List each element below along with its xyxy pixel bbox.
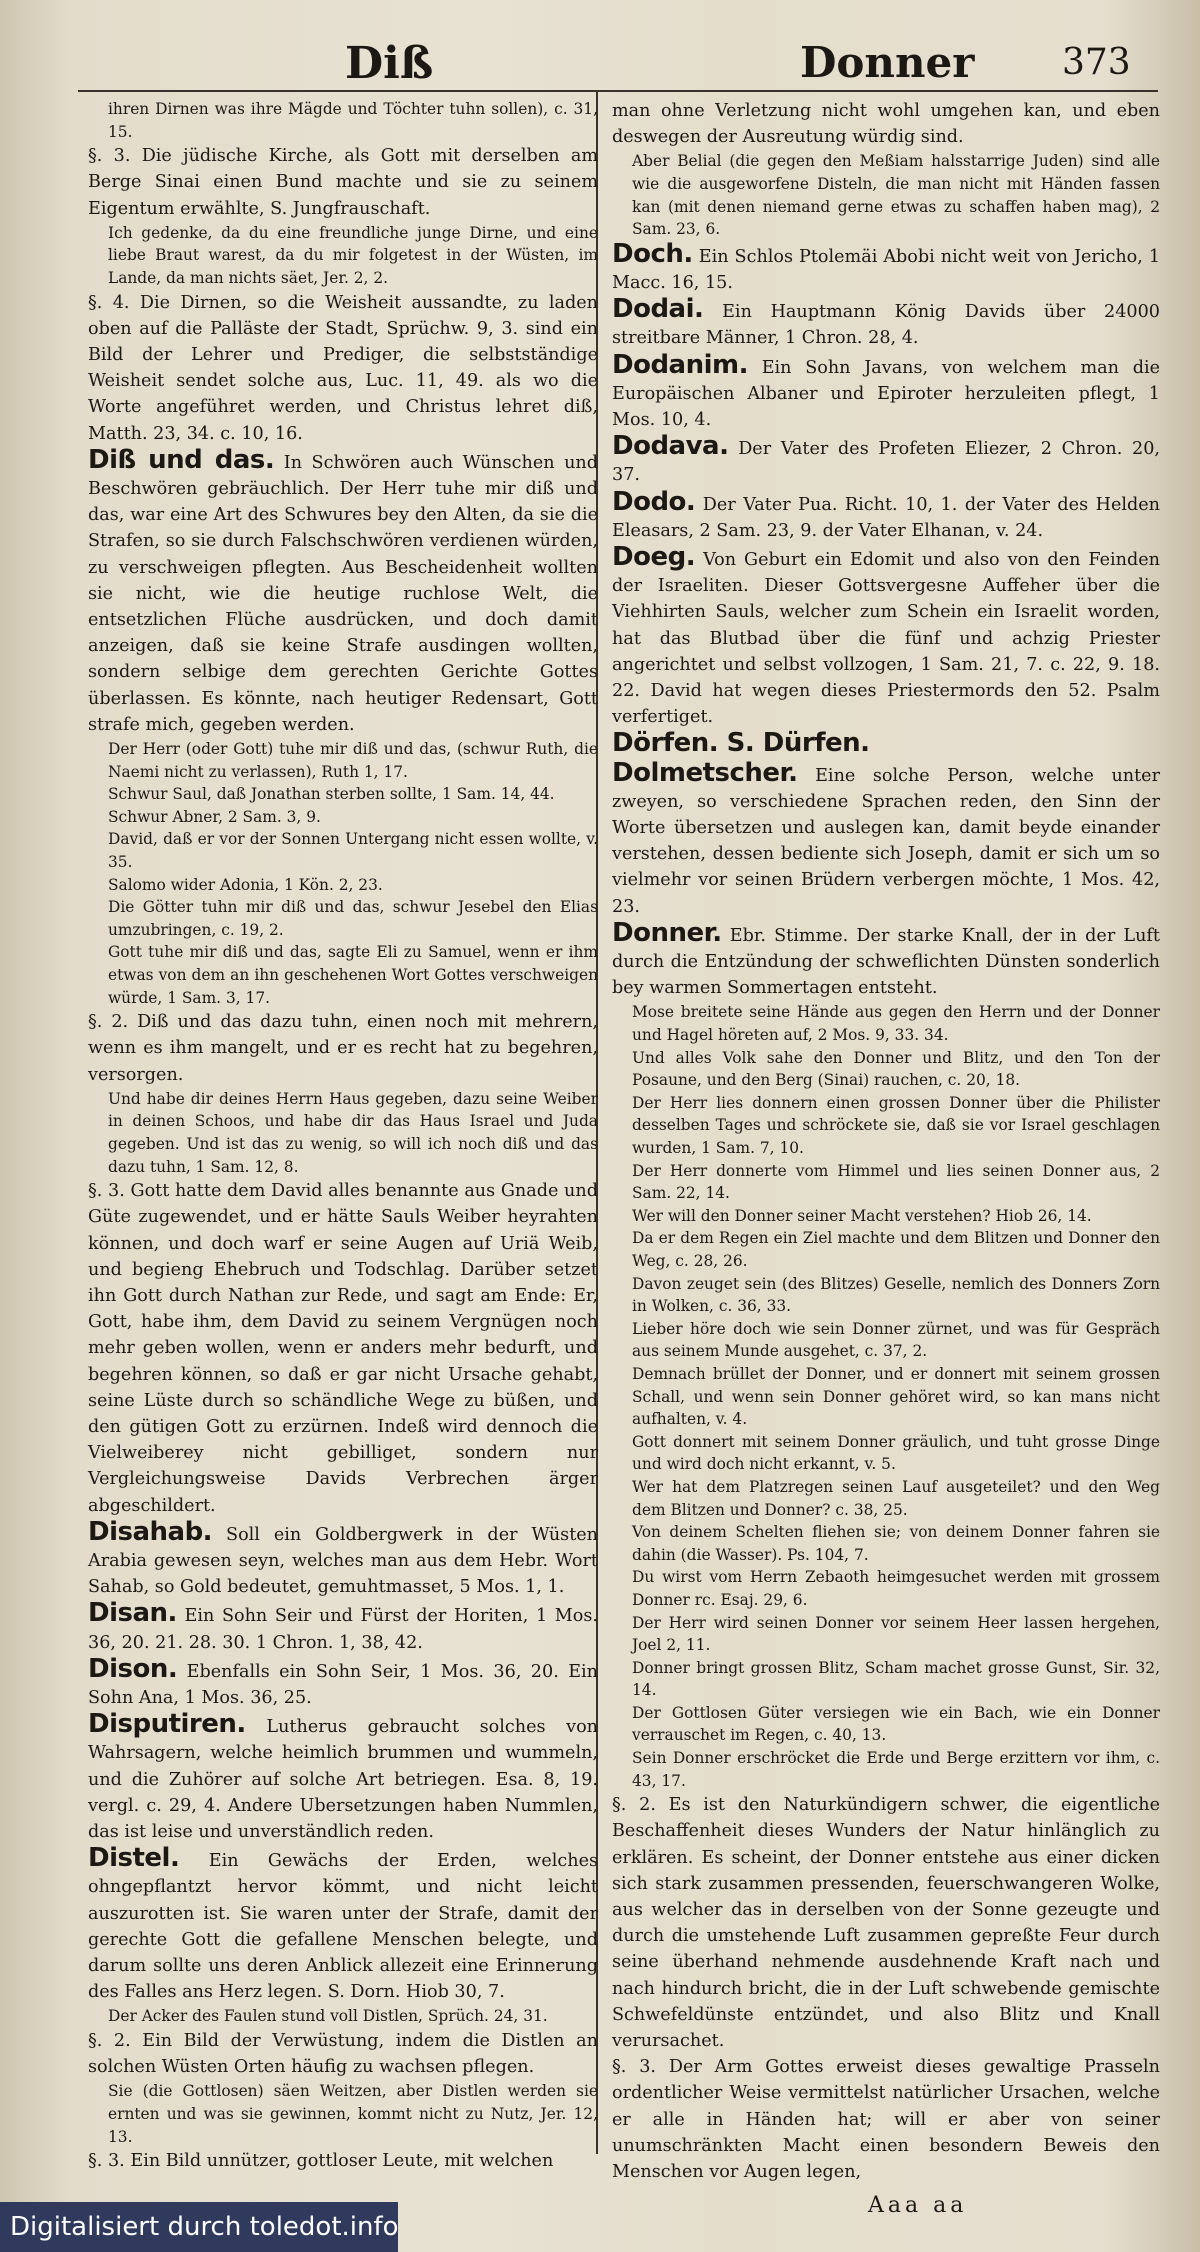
bible-quote: Die Götter tuhn mir diß und das, schwur Jesebel den Elias umzubringen, c. 19, 2. [108, 898, 598, 939]
page-header [0, 38, 1200, 98]
entry-headword: Dodanim. [612, 349, 748, 380]
entry-text: Der Vater Pua. Richt. 10, 1. der Vater des Helden Eleasars, 2 Sam. 23, 9. der Vater Elhanan, v. 24. [612, 494, 1161, 541]
entry-headword: Disputiren. [88, 1709, 246, 1740]
entry-text: Ein Schlos Ptolemäi Abobi nicht weit von Jericho, 1 Macc. 16, 15. [612, 246, 1161, 293]
entry-headword: Doeg. [612, 542, 696, 573]
entry-text: Von Geburt ein Edomit und also von den Feinden der Israeliten. Dieser Gottsvergesne Auffeher über die Viehhirten Sauls, welcher zum Schein ein Israelit worden, hat das Blutbad über die fünf und achzig Priester angerichtet und selbst vollzogen, 1 Sam. 21, 7. c. 22, 9. 18. 22. David hat wegen dieses Priestermords den 52. Psalm verfertiget. [612, 550, 1160, 728]
digitization-watermark: Digitalisiert durch toledot.info [0, 2202, 398, 2252]
bible-quote: Mose breitete seine Hände aus gegen den Herrn und der Donner und Hagel höreten auf, 2 Mos. 9, 33. 34. [632, 1003, 1160, 1045]
dictionary-entry [612, 544, 1160, 730]
dictionary-entry [88, 1516, 599, 1601]
bible-quote: Ich gedenke, da du eine freundliche junge Dirne, und eine liebe Braut warest, da du mir folgetest in der Wüsten, im Lande, da man nichts säet, Jer. 2, 2. [108, 223, 598, 287]
paragraph: §. 2. Diß und das dazu tuhn, einen noch mit mehrern, wenn es ihm mangelt, und er es recht hat zu begehren, versorgen. [88, 1012, 598, 1085]
entry-headword: Dörfen. S. Dürfen. [612, 728, 870, 759]
entry-headword: Doch. [612, 238, 693, 269]
bible-quote: Da er dem Regen ein Ziel machte und dem Blitzen und Donner den Weg, c. 28, 26. [632, 1229, 1160, 1270]
bible-quote: Lieber höre doch wie sein Donner zürnet, und was für Gespräch aus seinem Munde ausgehet, c. 37, 2. [632, 1319, 1160, 1361]
bible-quote: Von deinem Schelten fliehen sie; von deinem Donner fahren sie dahin (die Wasser). Ps. 104, 7. [632, 1523, 1160, 1564]
entry-text: In Schwören auch Wünschen und Beschwören gebräuchlich. Der Herr tuhe mir diß und das, war eine Art des Schwures bey den Alten, da sie die Strafen, so sie durch Falschschwören verdienen würden, zu verschweigen pflegten. Aus Bescheidenheit wollten sie nicht, wie die heutige ruchlose Welt, die entsetzlichen Flüche ausdrücken, und doch damit anzeigen, daß sie keine Strafe ausdingen wollten, sondern selbige dem gerechten Gerichte Gottes überlassen. Es könnte, nach heutiger Redensart, Gott strafe mich, gegeben werden. [88, 452, 598, 735]
bible-quote: Gott donnert mit seinem Donner gräulich, und tuht grosse Dinge und wird doch nicht erkannt, v. 5. [632, 1432, 1160, 1474]
bible-quote: Wer will den Donner seiner Macht verstehen? Hiob 26, 14. [632, 1206, 1092, 1225]
paragraph: man ohne Verletzung nicht wohl umgehen kan, und eben deswegen der Ausreutung würdig sind. [612, 101, 1160, 148]
entry-headword: Dison. [88, 1653, 178, 1684]
entry-headword: Diß und das. [88, 444, 275, 475]
bible-quote: David, daß er vor der Sonnen Untergang nicht essen wollte, v. 35. [108, 830, 598, 871]
bible-quote: Schwur Saul, daß Jonathan sterben sollte, 1 Sam. 14, 44. [108, 785, 555, 804]
entry-text: Ein Gewächs der Erden, welches ohngepflantzt hervor kömmt, und nicht leicht auszurotten ist. Sie waren unter der Strafe, damit der gerechte Gott die gefallene Menschen belegte, und darum sollte uns deren Anblick allezeit eine Erinnerung des Falles ans Herz legen. S. Dorn. Hiob 30, 7. [88, 1851, 599, 2003]
bible-quote: Wer hat dem Platzregen seinen Lauf ausgeteilet? und den Weg dem Blitzen und Donner? c. 38, 25. [632, 1477, 1160, 1519]
page-number: 373 [1062, 42, 1131, 83]
bible-quote: Sie (die Gottlosen) säen Weitzen, aber Distlen werden sie ernten und was sie gewinnen, kommt nicht zu Nutz, Jer. 12, 13. [108, 2082, 598, 2146]
entry-text: Ein Hauptmann König Davids über 24000 streitbare Männer, 1 Chron. 28, 4. [612, 302, 1161, 349]
bible-quote: Du wirst vom Herrn Zebaoth heimgesuchet werden mit grossem Donner rc. Esaj. 29, 6. [632, 1568, 1160, 1609]
entry-text: Ein Sohn Javans, von welchem man die Europäischen Albaner und Epiroter herzuleiten pflegt, 1 Mos. 10, 4. [612, 357, 1160, 430]
entry-text: Ein Sohn Seir und Fürst der Horiten, 1 Mos. 36, 20. 21. 28. 30. 1 Chron. 1, 38, 42. [88, 1606, 598, 1653]
dictionary-entry [88, 1653, 598, 1711]
bible-quote: Der Gottlosen Güter versiegen wie ein Bach, wie ein Donner verrauschet im Regen, c. 40, 13. [632, 1703, 1160, 1745]
paragraph: §. 3. Der Arm Gottes erweist dieses gewaltige Prasseln ordentlicher Weise vermittelst natürlicher Ursachen, welche er alle in Händen hat; will er aber von seiner unumschränkten Macht einen besondern Beweis den Menschen vor Augen legen, [612, 2057, 1160, 2183]
running-head-left: Diß [345, 38, 434, 89]
bible-quote: Der Herr wird seinen Donner vor seinem Heer lassen hergehen, Joel 2, 11. [632, 1613, 1160, 1655]
dictionary-entry [612, 730, 1160, 759]
bible-quote: Und alles Volk sahe den Donner und Blitz, und den Ton der Posaune, und den Berg (Sinai) rauchen, c. 20, 18. [632, 1048, 1160, 1090]
dictionary-entry [612, 917, 1161, 1002]
entry-headword: Dodo. [612, 486, 696, 517]
dictionary-entry [612, 238, 1161, 296]
entry-headword: Disan. [88, 1598, 177, 1629]
paragraph: §. 3. Gott hatte dem David alles benannte aus Gnade und Güte zugewendet, und er hätte Sauls Weiber heyrahten können, und doch warf er seine Augen auf Uriä Weib, und begieng Ehebruch und Todschlag. Darüber setzet ihn Gott durch Nathan zur Rede, und sagt am Ende: Er, Gott, habe ihm, dem David zu seinem Vergnügen noch mehr geben wollen, wenn er anders mehr bedurft, und begehren können, so daß er gar nicht Ursache gehabt, seine Lüste durch so schändliche Wege zu büßen, und den gütigen Gott zu erzürnen. Indeß wird dennoch die Vielweiberey nicht gebilliget, sondern nur Vergleichungsweise Davids Verbrechen ärger abgeschildert. [88, 1181, 598, 1516]
entry-headword: Donner. [612, 917, 722, 948]
bible-quote: Demnach brüllet der Donner, und er donnert mit seinem grossen Schall, und wenn sein Donner gehöret wird, so kan mans nicht aufhalten, v. 4. [632, 1364, 1160, 1429]
entry-text: Soll ein Goldbergwerk in der Wüsten Arabia gewesen seyn, welches man aus dem Hebr. Wort Sahab, so Gold bedeutet, gemuhtmasset, 5 Mos. 1, 1. [88, 1524, 599, 1598]
entry-text: Ebr. Stimme. Der starke Knall, der in der Luft durch die Entzündung der schweflichten Dünsten sonderlich bey warmen Sommertagen entsteht. [612, 925, 1161, 999]
bible-quote: Davon zeuget sein (des Blitzes) Geselle, nemlich des Donners Zorn in Wolken, c. 36, 33. [632, 1274, 1160, 1316]
dictionary-entry [88, 1600, 598, 1655]
header-rule [78, 90, 1158, 92]
bible-quote: Der Herr donnerte vom Himmel und lies seinen Donner aus, 2 Sam. 22, 14. [632, 1161, 1160, 1203]
dictionary-entry [612, 349, 1160, 434]
entry-text: Eine solche Person, welche unter zweyen, so verschiedene Sprachen reden, den Sinn der Worte übersetzen und auslegen kan, damit beyde einander verstehen, dessen bediente sich Joseph, damit er sich um so vielmehr vor seinen Brüdern verbergen möchte, 1 Mos. 42, 23. [612, 765, 1160, 917]
right-column [612, 98, 1160, 2185]
dictionary-entry [612, 296, 1160, 351]
dictionary-entry [88, 444, 598, 738]
dictionary-entry [88, 1711, 598, 1845]
paragraph: §. 3. Ein Bild unnützer, gottloser Leute, mit welchen [88, 2151, 554, 2172]
entry-text: Lutherus gebraucht solches von Wahrsagern, welche heimlich brummen und wummeln, und die Zuhörer auf solche Art betriegen. Esa. 8, 19. vergl. c. 29, 4. Andere Ubersetzungen haben Nummlen, das ist leise und unverständlich reden. [88, 1717, 598, 1843]
bible-quote: Salomo wider Adonia, 1 Kön. 2, 23. [108, 875, 383, 894]
paragraph: §. 2. Es ist den Naturkündigern schwer, die eigentliche Beschaffenheit dieses Wunders der Natur hinlänglich zu erklären. Es scheint, der Donner entstehe aus einer dicken sich stark zusammen pressenden, feuerschwangeren Wolke, aus welcher das in derselben von der Sonne gezeugte und durch die umstehende Luft zusammen gepreßte Feur durch seine überhand nehmende ausdehnende Kraft nach und nach hindurch bricht, die in der Luft schwebende gemischte Schwefeldünste entzündet, und also Blitz und Knall verursachet. [612, 1795, 1160, 2052]
left-column [88, 98, 598, 2174]
entry-text: Der Vater des Profeten Eliezer, 2 Chron. 20, 37. [612, 439, 1161, 486]
dictionary-entry [88, 1845, 598, 2005]
entry-text: Ebenfalls ein Sohn Seir, 1 Mos. 36, 20. Ein Sohn Ana, 1 Mos. 36, 25. [88, 1661, 598, 1708]
entry-headword: Dolmetscher. [612, 757, 798, 788]
dictionary-entry [612, 433, 1160, 488]
running-head-center: Donner [800, 38, 975, 87]
bible-quote: Der Herr lies donnern einen grossen Donner über die Philister desselben Tages und schröckete sie, daß sie vor Israel geschlagen wurden, 1 Sam. 7, 10. [632, 1093, 1160, 1158]
entry-headword: Dodai. [612, 294, 704, 325]
printer-signature: Aaa aa [868, 2193, 968, 2218]
paragraph: §. 3. Die jüdische Kirche, als Gott mit derselben am Berge Sinai einen Bund machte und sie zu seinem Eigentum erwählte, S. Jungfrauschaft. [88, 146, 598, 219]
bible-quote: Der Herr (oder Gott) tuhe mir diß und das, (schwur Ruth, die Naemi nicht zu verlassen), Ruth 1, 17. [108, 740, 598, 781]
entry-headword: Distel. [88, 1843, 180, 1874]
paragraph: §. 2. Ein Bild der Verwüstung, indem die Distlen an solchen Wüsten Orten häufig zu wachsen pflegen. [88, 2031, 598, 2078]
bible-quote: Gott tuhe mir diß und das, sagte Eli zu Samuel, wenn er ihm etwas von dem an ihn geschehenen Wort Gottes verschweigen würde, 1 Sam. 3, 17. [108, 943, 598, 1007]
bible-quote: ihren Dirnen was ihre Mägde und Töchter tuhn sollen), c. 31, 15. [108, 100, 598, 141]
bible-quote: Der Acker des Faulen stund voll Distlen, Sprüch. 24, 31. [108, 2007, 548, 2026]
bible-quote: Und habe dir deines Herrn Haus gegeben, dazu seine Weiber in deinen Schoos, und habe dir das Haus Israel und Juda gegeben. Und ist das zu wenig, so will ich noch diß und das dazu tuhn, 1 Sam. 12, 8. [108, 1089, 598, 1176]
dictionary-entry [612, 757, 1160, 920]
bible-quote: Sein Donner erschröcket die Erde und Berge erzittern vor ihm, c. 43, 17. [632, 1749, 1160, 1790]
bible-quote: Schwur Abner, 2 Sam. 3, 9. [108, 807, 321, 826]
dictionary-entry [612, 486, 1161, 544]
entry-headword: Disahab. [88, 1516, 213, 1547]
paragraph: §. 4. Die Dirnen, so die Weisheit aussandte, zu laden oben auf die Palläste der Stadt, Sprüchw. 9, 3. sind ein Bild der Lehrer und Prediger, die selbstständige Weisheit sendet solche aus, Luc. 11, 49. als wo die Worte angeführet werden, und Christus lehret diß, Matth. 23, 34. c. 10, 16. [88, 292, 598, 444]
bible-quote: Donner bringt grossen Blitz, Scham machet grosse Gunst, Sir. 32, 14. [632, 1658, 1160, 1700]
entry-headword: Dodava. [612, 431, 729, 462]
bible-quote: Aber Belial (die gegen den Meßiam halsstarrige Juden) sind alle wie die ausgeworfene Disteln, die man nicht mit Händen fassen kan (mit denen niemand gerne etwas zu schaffen haben mag), 2 Sam. 23, 6. [632, 152, 1160, 239]
